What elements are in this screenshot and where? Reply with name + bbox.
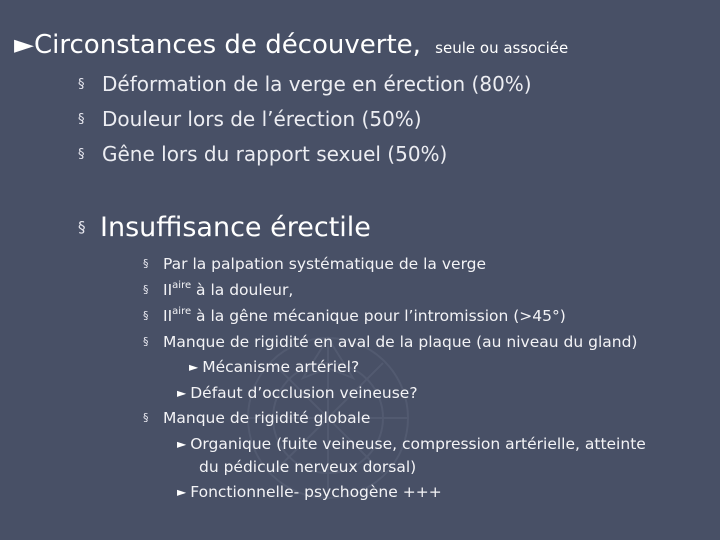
square-bullet-icon: §: [78, 218, 86, 236]
list-item-prefix: II: [163, 281, 173, 299]
sub-list-item-text: Mécanisme artériel?: [202, 358, 360, 376]
sub-list-item-text: du pédicule nerveux dorsal): [199, 458, 417, 476]
title-text: Circonstances de découverte,: [34, 30, 421, 60]
square-bullet-icon: §: [78, 112, 85, 127]
sub-list-item-text: Fonctionnelle- psychogène +++: [190, 483, 442, 501]
superscript: aire: [172, 306, 192, 317]
list-item-text: Par la palpation systématique de la verge: [163, 255, 487, 273]
square-bullet-icon: §: [143, 411, 149, 424]
sub-list-item-text: Organique (fuite veineuse, compression artérielle, atteinte: [190, 435, 646, 453]
triangle-bullet-icon: ►: [189, 360, 199, 374]
sub-list-item: [177, 435, 646, 453]
square-bullet-icon: §: [143, 283, 149, 296]
square-bullet-icon: §: [143, 309, 149, 322]
square-bullet-icon: §: [143, 257, 149, 270]
sub-list-item: [189, 358, 359, 376]
list-item-text: Manque de rigidité en aval de la plaque (au niveau du gland): [163, 333, 638, 351]
square-bullet-icon: §: [143, 335, 149, 348]
triangle-bullet-icon: ►: [177, 485, 187, 499]
slide-title: [14, 30, 568, 60]
list-item: [78, 142, 447, 166]
sub-list-item: [177, 384, 418, 402]
list-item-text: Manque de rigidité globale: [163, 409, 371, 427]
list-item-prefix: II: [163, 307, 173, 325]
square-bullet-icon: §: [78, 147, 85, 162]
list-item: [143, 255, 486, 273]
sub-list-item: [177, 483, 442, 501]
list-item: [78, 72, 532, 96]
sub-list-item-continuation: [199, 458, 416, 476]
list-item: [143, 307, 566, 325]
triangle-bullet-icon: ►: [177, 386, 187, 400]
list-item-text: Douleur lors de l’érection (50%): [102, 107, 422, 131]
section-heading: [78, 212, 371, 243]
title-subtitle: seule ou associée: [435, 39, 569, 57]
list-item: [143, 409, 370, 427]
superscript: aire: [172, 280, 192, 291]
list-item-text: à la douleur,: [191, 281, 294, 299]
triangle-bullet-icon: ►: [177, 437, 187, 451]
list-item-text: à la gêne mécanique pour l’intromission (>45°): [191, 307, 566, 325]
list-item: [143, 333, 637, 351]
triangle-bullet-icon: ►: [14, 30, 34, 60]
list-item-text: Déformation de la verge en érection (80%): [102, 72, 532, 96]
sub-list-item-text: Défaut d’occlusion veineuse?: [190, 384, 418, 402]
list-item-text: Gêne lors du rapport sexuel (50%): [102, 142, 448, 166]
square-bullet-icon: §: [78, 77, 85, 92]
list-item: [143, 281, 293, 299]
list-item: [78, 107, 422, 131]
section-heading-text: Insuffisance érectile: [100, 212, 371, 243]
